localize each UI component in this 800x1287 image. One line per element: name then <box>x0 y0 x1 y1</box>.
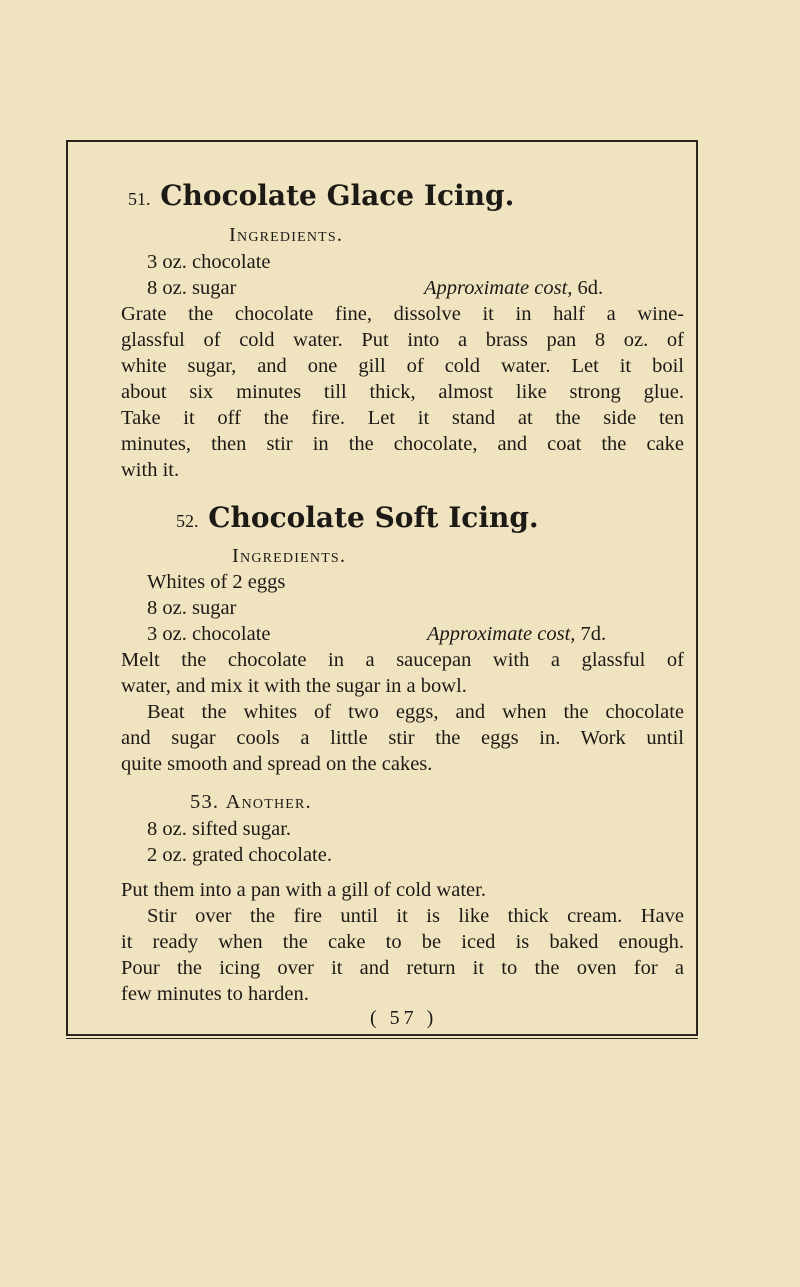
recipe-51-method-line-7: with it. <box>121 459 180 481</box>
recipe-51-number: 51. <box>128 189 151 209</box>
recipe-51-method-line-4: about six minutes till thick, almost like strong glue. <box>121 381 684 403</box>
recipe-52-method-line-4: and sugar cools a little stir the eggs in. Work until <box>121 727 684 749</box>
recipe-51-method-line-1: Grate the chocolate fine, dissolve it in half a wine- <box>121 303 684 325</box>
recipe-53-method-line-2: Stir over the fire until it is like thick cream. Have <box>147 905 684 927</box>
recipe-52-method-line-2: water, and mix it with the sugar in a bowl. <box>121 675 467 697</box>
recipe-52-cost-value: 7d. <box>580 623 607 645</box>
recipe-52-ingredients-heading: Ingredients. <box>232 545 347 567</box>
recipe-53-title-text: Another. <box>225 791 312 813</box>
recipe-51-ingredient-2: 8 oz. sugar <box>147 277 237 299</box>
recipe-52-cost-label: Approximate cost, <box>427 623 576 645</box>
recipe-52-ingredient-2: 8 oz. sugar <box>147 597 237 619</box>
recipe-52-number: 52. <box>176 511 199 531</box>
page-frame <box>66 140 698 1034</box>
page-frame-bottom-thin <box>66 1038 698 1039</box>
recipe-51-cost-value: 6d. <box>577 277 604 299</box>
recipe-51-method-line-6: minutes, then stir in the chocolate, and coat the cake <box>121 433 684 455</box>
recipe-51-title-text: Chocolate Glace Icing. <box>160 179 515 212</box>
recipe-53-number: 53. <box>190 791 220 813</box>
recipe-53-method-line-3: it ready when the cake to be iced is baked enough. <box>121 931 684 953</box>
recipe-51-method-line-5: Take it off the fire. Let it stand at the side ten <box>121 407 684 429</box>
recipe-51-ingredients-heading: Ingredients. <box>229 224 344 246</box>
recipe-53-ingredient-2: 2 oz. grated chocolate. <box>147 844 332 866</box>
recipe-52-method-line-5: quite smooth and spread on the cakes. <box>121 753 433 775</box>
recipe-52-ingredient-1: Whites of 2 eggs <box>147 571 286 593</box>
recipe-53-method-line-4: Pour the icing over it and return it to the oven for a <box>121 957 684 979</box>
recipe-51-ingredient-1: 3 oz. chocolate <box>147 251 271 273</box>
recipe-52-ingredient-3: 3 oz. chocolate <box>147 623 271 645</box>
recipe-53-ingredient-1: 8 oz. sifted sugar. <box>147 818 292 840</box>
recipe-52-title-text: Chocolate Soft Icing. <box>208 501 539 534</box>
recipe-52-method-line-3: Beat the whites of two eggs, and when the chocolate <box>147 701 684 723</box>
recipe-51-cost-label: Approximate cost, <box>424 277 573 299</box>
page-frame-bottom <box>66 1034 698 1036</box>
recipe-51-method-line-3: white sugar, and one gill of cold water. Let it boil <box>121 355 684 377</box>
recipe-52-method-line-1: Melt the chocolate in a saucepan with a glassful of <box>121 649 684 671</box>
page-number: ( 57 ) <box>370 1007 438 1029</box>
recipe-53-method-line-1: Put them into a pan with a gill of cold water. <box>121 879 486 901</box>
recipe-51-method-line-2: glassful of cold water. Put into a brass pan 8 oz. of <box>121 329 684 351</box>
recipe-53-method-line-5: few minutes to harden. <box>121 983 309 1005</box>
